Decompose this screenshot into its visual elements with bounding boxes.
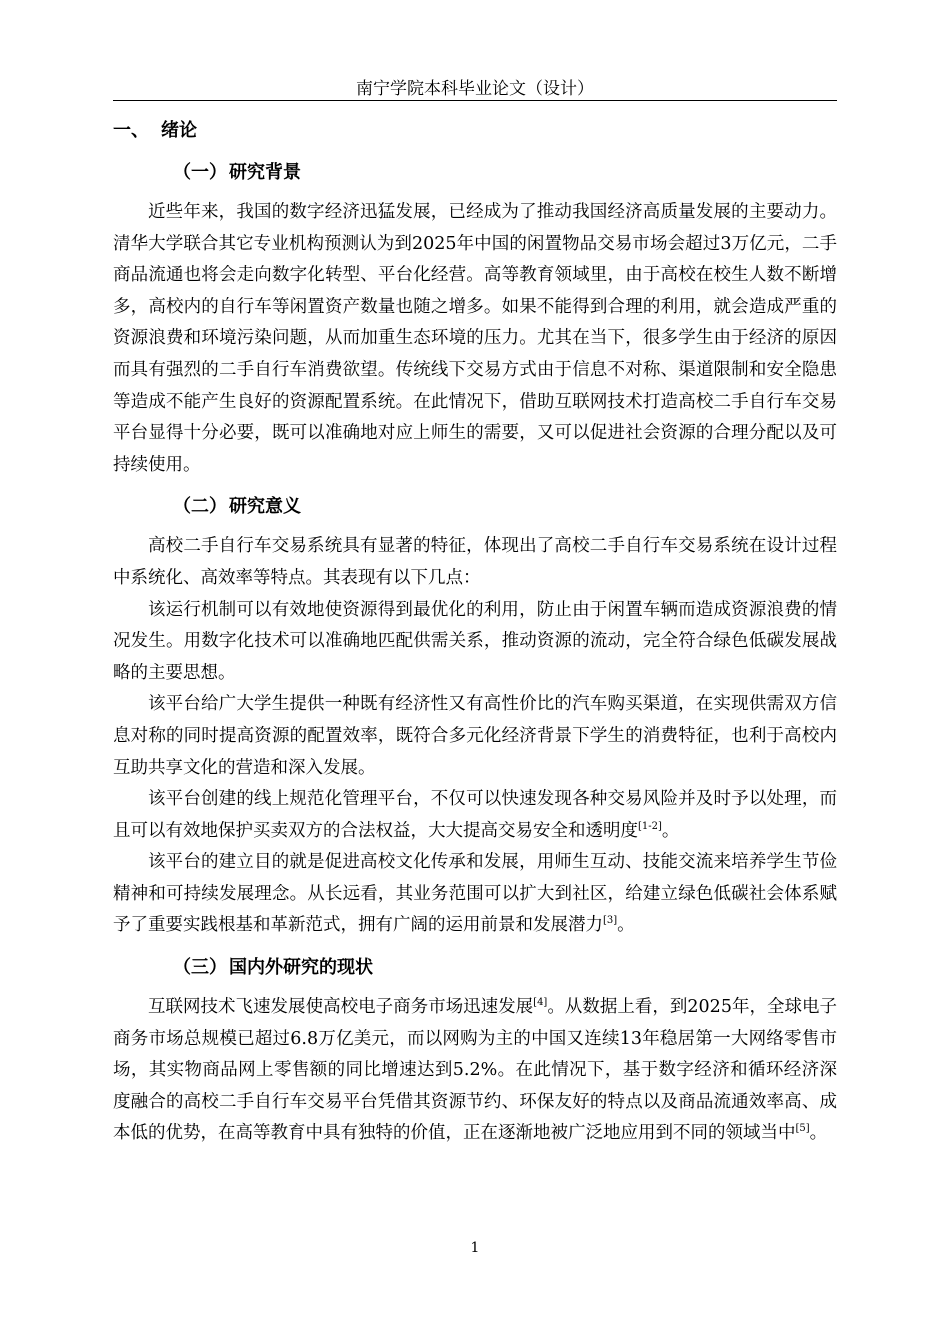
header-rule [113,100,837,101]
paragraph-text: 互联网技术飞速发展使高校电子商务市场迅速发展 [148,997,534,1018]
section-number: （三） [173,957,227,979]
paragraph-text: 该平台的建立目的就是促进高校文化传承和发展，用师生互动、技能交流来培养学生节俭精神和可持续发展理念。从长远看，其业务范围可以扩大到社区，给建立绿色低碳社会体系赋予了重要实践根基和革新范式，拥有广阔的运用前景和发展潜力 [113,852,837,936]
paragraph [113,689,837,784]
paragraph-text: 该平台给广大学生提供一种既有经济性又有高性价比的汽车购买渠道，在实现供需双方信息对称的同时提高资源的配置效率，既符合多元化经济背景下学生的消费特征，也利于高校内互助共享文化的营造和深入发展。 [113,694,837,778]
citation: [4] [533,997,548,1009]
section-heading [173,157,837,189]
section-title: 研究意义 [229,496,301,518]
paragraph-text: 。从数据上看，到2025年，全球电子商务市场总规模已超过6.8万亿美元，而以网购为主的中国又连续13年稳居第一大网络零售市场，其实物商品网上零售额的同比增速达到5.2%。在此情况下，基于数字经济和循环经济深度融合的高校二手自行车交易平台凭借其资源节约、环保友好的特点以及商品流通效率高、成本低的优势，在高等教育中具有独特的价值，正在逐渐地被广泛地应用到不同的领域当中 [113,997,837,1144]
paragraph [113,992,837,1150]
citation: [5] [795,1123,810,1135]
citation: [1-2] [638,820,662,832]
running-header: 南宁学院本科毕业论文（设计） [356,79,594,99]
page-number: 1 [470,1240,480,1256]
paragraph-text: 该平台创建的线上规范化管理平台，不仅可以快速发现各种交易风险并及时予以处理，而且可以有效地保护买卖双方的合法权益，大大提高交易安全和透明度 [113,789,837,841]
paragraph-tail: 。 [809,1123,828,1144]
paragraph-text: 该运行机制可以有效地使资源得到最优化的利用，防止由于闲置车辆而造成资源浪费的情况发生。用数字化技术可以准确地匹配供需关系，推动资源的流动，完全符合绿色低碳发展战略的主要思想。 [113,599,837,683]
section-heading [173,952,837,984]
section-title: 国内外研究的现状 [229,957,373,979]
section-number: （二） [173,496,227,518]
chapter-title: 绪论 [161,120,197,141]
chapter-heading [113,115,837,147]
section-title: 研究背景 [229,162,301,183]
paragraph [113,197,837,481]
paragraph-text: 高校二手自行车交易系统具有显著的特征，体现出了高校二手自行车交易系统在设计过程中系统化、高效率等特点。其表现有以下几点： [113,536,837,588]
paragraph-text: 近些年来，我国的数字经济迅猛发展，已经成为了推动我国经济高质量发展的主要动力。清华大学联合其它专业机构预测认为到2025年中国的闲置物品交易市场会超过3万亿元，二手商品流通也将会走向数字化转型、平台化经营。高等教育领域里，由于高校在校生人数不断增多，高校内的自行车等闲置资产数量也随之增多。如果不能得到合理的利用，就会造成严重的资源浪费和环境污染问题，从而加重生态环境的压力。尤其在当下，很多学生由于经济的原因而具有强烈的二手自行车消费欲望。传统线下交易方式由于信息不对称、渠道限制和安全隐患等造成不能产生良好的资源配置系统。在此情况下，借助互联网技术打造高校二手自行车交易平台显得十分必要，既可以准确地对应上师生的需要，又可以促进社会资源的合理分配以及可持续使用。 [113,202,837,475]
section-number: （一） [173,162,227,183]
paragraph-tail: 。 [661,820,680,841]
chapter-number: 一、 [113,120,149,141]
section-heading [173,491,837,523]
paragraph [113,531,837,594]
paragraph [113,784,837,847]
page-body [113,115,837,1150]
citation: [3] [603,915,618,927]
paragraph [113,847,837,942]
paragraph [113,595,837,690]
paragraph-tail: 。 [617,915,635,936]
